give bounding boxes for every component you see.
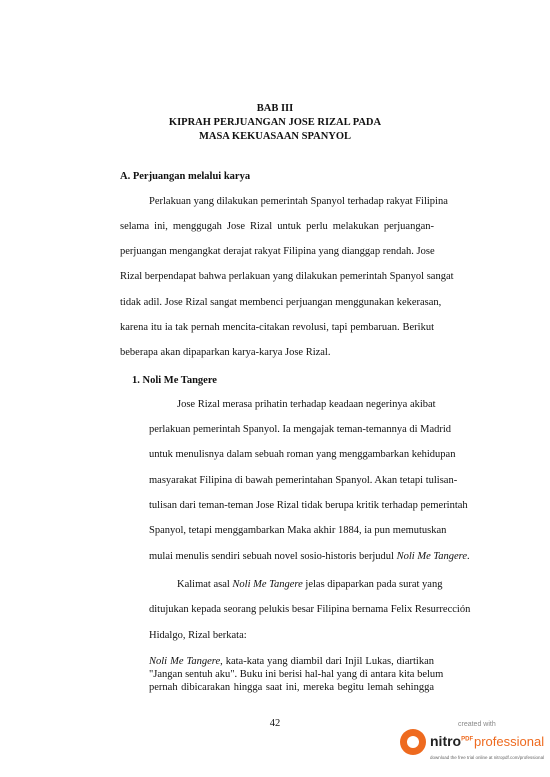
paragraph-line: Jose Rizal merasa prihatin terhadap keadaan negerinya akibat xyxy=(177,399,436,410)
paragraph-line: perjuangan mengangkat derajat rakyat Filipina yang dianggap rendah. Jose xyxy=(120,246,435,257)
paragraph-line: Hidalgo, Rizal berkata: xyxy=(149,630,247,641)
paragraph-line xyxy=(177,578,443,591)
brand-sup: PDF xyxy=(461,736,474,743)
text-run: , kata-kata yang diambil dari Injil Lukas, diartikan xyxy=(220,656,435,667)
chapter-number: BAB III xyxy=(256,103,294,114)
watermark-brand xyxy=(430,733,473,749)
watermark-download-link[interactable]: download the free trial online at nitropdf.com/professional xyxy=(430,755,545,760)
block-quote-line xyxy=(149,655,434,668)
nitro-logo-icon xyxy=(400,729,426,755)
paragraph-line: Spanyol, tetapi menggambarkan Maka akhir 1884, ia pun memutuskan xyxy=(149,525,447,536)
paragraph-line: Perlakuan yang dilakukan pemerintah Spanyol terhadap rakyat Filipina xyxy=(149,196,448,207)
watermark-professional: professional xyxy=(474,734,545,749)
chapter-title-line-1: KIPRAH PERJUANGAN JOSE RIZAL PADA xyxy=(168,117,382,128)
paragraph-line: ditujukan kepada seorang pelukis besar Filipina bernama Felix Resurrección xyxy=(149,604,471,615)
section-heading: A. Perjuangan melalui karya xyxy=(120,171,251,182)
page-number: 42 xyxy=(269,718,281,729)
paragraph-line: masyarakat Filipina di bawah pemerintahan Spanyol. Akan tetapi tulisan- xyxy=(149,475,458,486)
paragraph-line: untuk menulisnya dalam sebuah roman yang menggambarkan kehidupan xyxy=(149,449,456,460)
italic-title: Noli Me Tangere xyxy=(396,551,467,562)
nitro-watermark xyxy=(390,721,545,769)
paragraph-line: beberapa akan dipaparkan karya-karya Jose Rizal. xyxy=(120,347,331,358)
paragraph-line: selama ini, menggugah Jose Rizal untuk perlu melakukan perjuangan- xyxy=(120,221,434,232)
block-quote-line: "Jangan sentuh aku". Buku ini berisi hal-hal yang di antara kita belum xyxy=(149,669,444,680)
block-quote-line: pernah dibicarakan hingga saat ini, mereka begitu lemah sehingga xyxy=(149,682,434,693)
paragraph-line: Rizal berpendapat bahwa perlakuan yang dilakukan pemerintah Spanyol sangat xyxy=(120,271,454,282)
paragraph-line: tidak adil. Jose Rizal sangat membenci perjuangan menggunakan kekerasan, xyxy=(120,297,442,308)
chapter-title-line-2: MASA KEKUASAAN SPANYOL xyxy=(198,131,352,142)
brand-text: nitro xyxy=(430,733,462,749)
paragraph-line: karena itu ia tak pernah mencita-citakan revolusi, tapi pembaruan. Berikut xyxy=(120,322,434,333)
paragraph-line xyxy=(149,550,470,563)
text-run: . xyxy=(467,551,470,562)
watermark-created-with: created with xyxy=(458,721,496,728)
paragraph-line: perlakuan pemerintah Spanyol. Ia mengajak teman-temannya di Madrid xyxy=(149,424,452,435)
text-run: jelas dipaparkan pada surat yang xyxy=(302,579,443,590)
subsection-heading: 1. Noli Me Tangere xyxy=(132,375,217,386)
text-run: Kalimat asal xyxy=(177,579,233,590)
italic-title: Noli Me Tangere xyxy=(232,579,303,590)
text-run: mulai menulis sendiri sebuah novel sosio-historis berjudul xyxy=(149,551,397,562)
italic-title: Noli Me Tangere xyxy=(149,656,221,667)
paragraph-line: tulisan dari teman-teman Jose Rizal tidak berupa kritik terhadap pemerintah xyxy=(149,500,468,511)
